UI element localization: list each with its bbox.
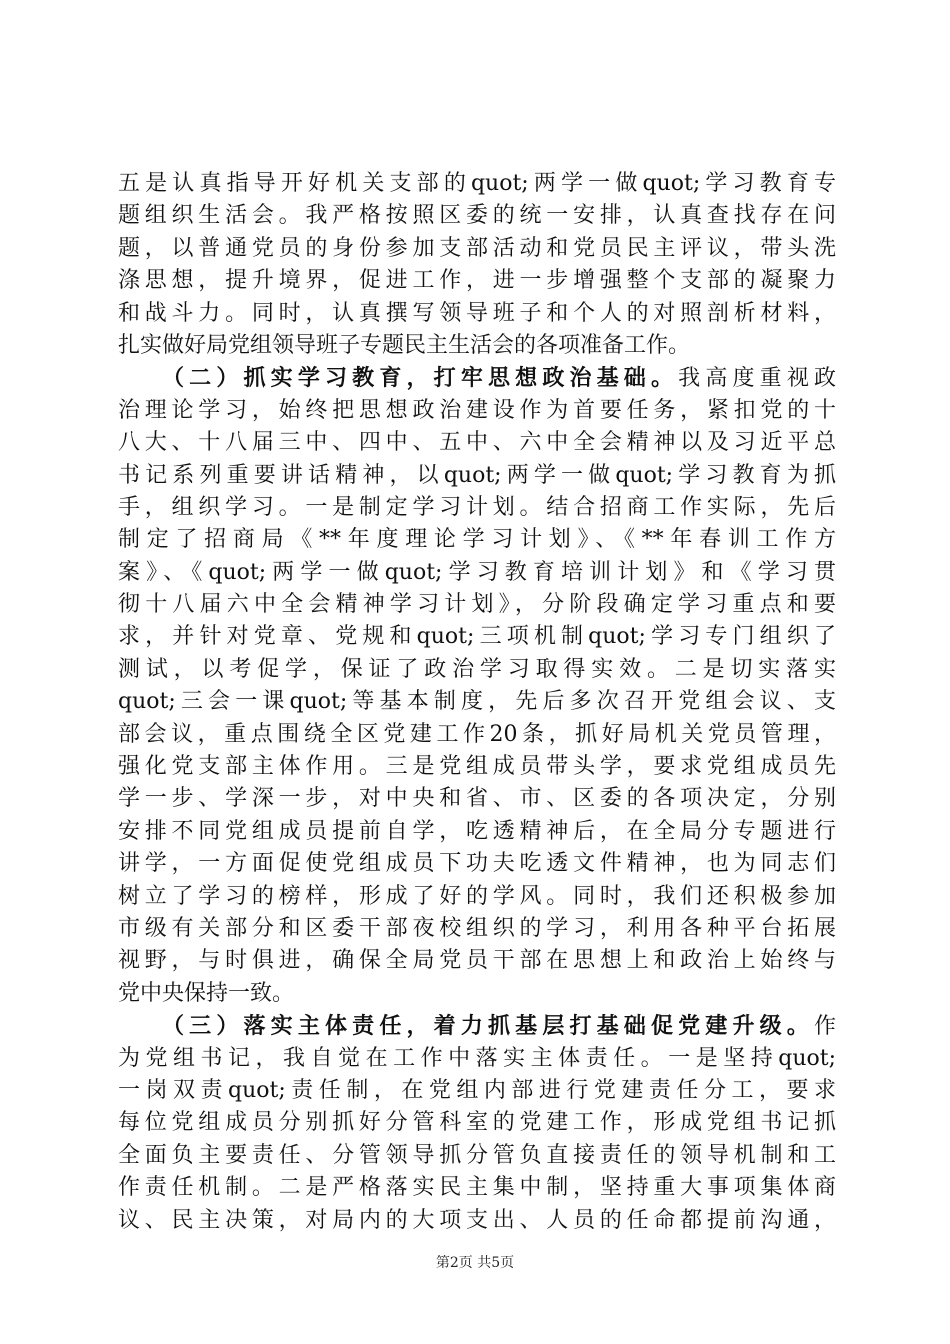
text-line: 议、民主决策，对局内的大项支出、人员的任命都提前沟通， bbox=[118, 1207, 836, 1233]
text-line: 手，组织学习。一是制定学习计划。结合招商工作实际，先后 bbox=[118, 494, 836, 520]
text-line bbox=[118, 362, 836, 394]
text-line: 求，并针对党章、党规和quot;三项机制quot;学习专门组织了 bbox=[118, 624, 836, 650]
paragraph-1 bbox=[118, 168, 836, 362]
text-span: 我高度重视政 bbox=[678, 366, 836, 392]
text-line: 树立了学习的榜样，形成了好的学风。同时，我们还积极参加 bbox=[118, 883, 836, 909]
text-line: 涤思想，提升境界，促进工作，进一步增强整个支部的凝聚力 bbox=[118, 268, 836, 294]
text-line: 安排不同党组成员提前自学，吃透精神后，在全局分专题进行 bbox=[118, 818, 836, 844]
text-line: 视野，与时俱进，确保全局党员干部在思想上和政治上始终与 bbox=[118, 948, 836, 974]
text-line: 彻十八届六中全会精神学习计划》，分阶段确定学习重点和要 bbox=[118, 592, 836, 618]
text-line: 市级有关部分和区委干部夜校组织的学习，利用各种平台拓展 bbox=[118, 915, 836, 941]
text-line: 强化党支部主体作用。三是党组成员带头学，要求党组成员先 bbox=[118, 754, 836, 780]
text-line: 为党组书记，我自觉在工作中落实主体责任。一是坚持quot; bbox=[118, 1045, 836, 1071]
text-line: 八大、十八届三中、四中、五中、六中全会精神以及习近平总 bbox=[118, 430, 836, 456]
text-span: 作 bbox=[813, 1014, 836, 1040]
text-line: 部会议，重点围绕全区党建工作20条，抓好局机关党员管理， bbox=[118, 721, 836, 747]
document-body bbox=[118, 168, 836, 1237]
text-line: 案》、《quot;两学一做quot;学习教育培训计划》和《学习贯 bbox=[118, 559, 836, 585]
text-line: 党中央保持一致。 bbox=[118, 980, 295, 1006]
text-line: 学一步、学深一步，对中央和省、市、区委的各项决定，分别 bbox=[118, 786, 836, 812]
paragraph-2 bbox=[118, 362, 836, 1010]
text-line: 扎实做好局党组领导班子专题民主生活会的各项准备工作。 bbox=[118, 332, 691, 358]
section-heading-3: （三）落实主体责任，着力抓基层打基础促党建升级。 bbox=[162, 1013, 814, 1040]
text-line: 一岗双责quot;责任制，在党组内部进行党建责任分工，要求 bbox=[118, 1077, 836, 1103]
page-number: 第2页 共5页 bbox=[435, 1255, 515, 1271]
text-line: 题，以普通党员的身份参加支部活动和党员民主评议，带头洗 bbox=[118, 235, 836, 261]
text-line: 治理论学习，始终把思想政治建设作为首要任务，紧扣党的十 bbox=[118, 397, 836, 423]
text-line: 讲学，一方面促使党组成员下功夫吃透文件精神，也为同志们 bbox=[118, 851, 836, 877]
text-line: quot;三会一课quot;等基本制度，先后多次召开党组会议、支 bbox=[118, 689, 836, 715]
section-heading-2: （二）抓实学习教育，打牢思想政治基础。 bbox=[162, 365, 679, 392]
text-line: 测试，以考促学，保证了政治学习取得实效。二是切实落实 bbox=[118, 656, 836, 682]
paragraph-3 bbox=[118, 1010, 836, 1237]
text-line bbox=[118, 1010, 836, 1042]
text-line: 制定了招商局《**年度理论学习计划》、《**年春训工作方 bbox=[118, 527, 836, 553]
text-line: 五是认真指导开好机关支部的quot;两学一做quot;学习教育专 bbox=[118, 171, 836, 196]
text-line: 和战斗力。同时，认真撰写领导班子和个人的对照剖析材料， bbox=[118, 300, 836, 326]
text-line: 作责任机制。二是严格落实民主集中制，坚持重大事项集体商 bbox=[118, 1175, 836, 1201]
text-line: 全面负主要责任、分管领导抓分管负直接责任的领导机制和工 bbox=[118, 1142, 836, 1168]
text-line: 书记系列重要讲话精神，以quot;两学一做quot;学习教育为抓 bbox=[118, 462, 836, 488]
text-line: 每位党组成员分别抓好分管科室的党建工作，形成党组书记抓 bbox=[118, 1110, 836, 1136]
text-line: 题组织生活会。我严格按照区委的统一安排，认真查找存在问 bbox=[118, 203, 836, 229]
